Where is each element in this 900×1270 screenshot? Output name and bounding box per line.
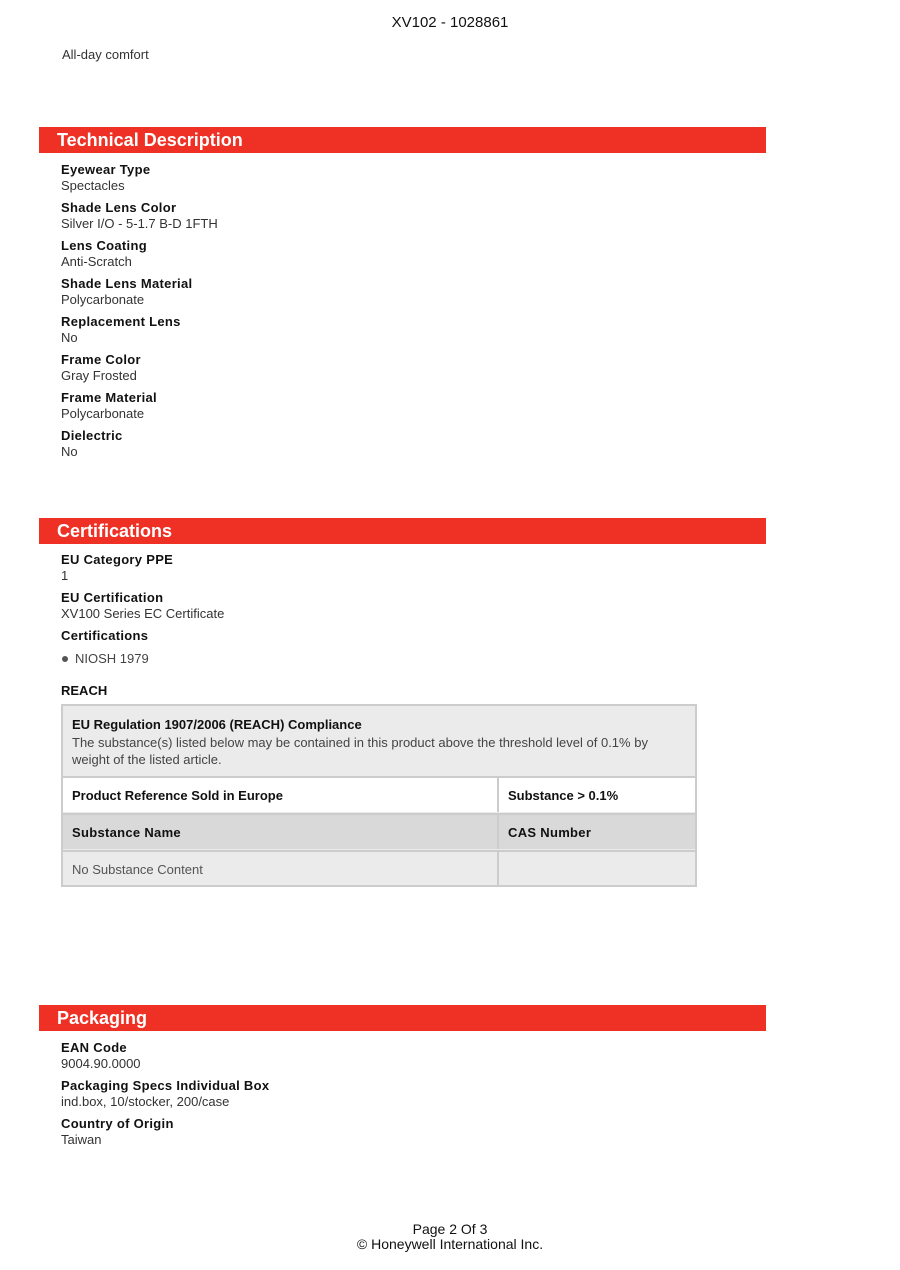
field-frame-material xyxy=(61,390,157,422)
reach-table-title: EU Regulation 1907/2006 (REACH) Compliance xyxy=(72,717,362,732)
field-label: Replacement Lens xyxy=(61,314,181,329)
section-heading-certifications: Certifications xyxy=(39,518,766,544)
field-label: Packaging Specs Individual Box xyxy=(61,1078,270,1093)
field-label: EU Certification xyxy=(61,590,164,605)
table-cell xyxy=(499,852,695,886)
section-heading-technical: Technical Description xyxy=(39,127,766,153)
field-value: ind.box, 10/stocker, 200/case xyxy=(61,1094,230,1109)
field-label: Shade Lens Material xyxy=(61,276,193,291)
field-value: 9004.90.0000 xyxy=(61,1056,141,1071)
field-replacement-lens xyxy=(61,314,181,346)
field-label: Frame Color xyxy=(61,352,141,367)
field-value: No xyxy=(61,444,78,459)
field-lens-coating xyxy=(61,238,147,270)
certification-item-text: NIOSH 1979 xyxy=(75,651,149,666)
field-value: 1 xyxy=(61,568,69,583)
page-title: XV102 - 1028861 xyxy=(391,14,509,31)
field-country-of-origin xyxy=(61,1116,174,1148)
bullet-icon xyxy=(62,656,68,662)
field-value: Polycarbonate xyxy=(61,292,145,307)
field-dielectric xyxy=(61,428,123,460)
field-label: Frame Material xyxy=(61,390,157,405)
field-value: Spectacles xyxy=(61,178,125,193)
field-certifications xyxy=(61,628,148,644)
table-row xyxy=(63,776,695,812)
field-value: Gray Frosted xyxy=(61,368,137,383)
field-eu-category-ppe xyxy=(61,552,173,584)
field-value[interactable]: XV100 Series EC Certificate xyxy=(61,606,225,621)
reach-title: REACH xyxy=(61,683,108,698)
table-cell: No Substance Content xyxy=(63,852,499,886)
field-label: Dielectric xyxy=(61,428,123,443)
field-label: Shade Lens Color xyxy=(61,200,177,215)
copyright: © Honeywell International Inc. xyxy=(356,1236,544,1252)
field-label: Eyewear Type xyxy=(61,162,151,177)
field-eu-certification xyxy=(61,590,224,622)
table-cell: Product Reference Sold in Europe xyxy=(63,778,499,812)
reach-compliance-table xyxy=(61,704,697,887)
field-shade-lens-material xyxy=(61,276,192,308)
field-label: Lens Coating xyxy=(61,238,147,253)
field-value: Taiwan xyxy=(61,1132,102,1147)
table-row xyxy=(63,850,695,885)
field-label: EU Category PPE xyxy=(61,552,174,567)
field-label: Certifications xyxy=(61,628,149,643)
table-cell: Substance Name xyxy=(63,815,499,849)
table-cell: Substance > 0.1% xyxy=(508,788,619,803)
field-value: Anti-Scratch xyxy=(61,254,132,269)
page-number: Page 2 Of 3 xyxy=(412,1221,488,1237)
field-label: EAN Code xyxy=(61,1040,127,1055)
field-value: Silver I/O - 5-1.7 B-D 1FTH xyxy=(61,216,218,231)
certification-list-item xyxy=(62,651,149,666)
field-shade-lens-color xyxy=(61,200,218,232)
section-heading-packaging: Packaging xyxy=(39,1005,766,1031)
field-ean-code xyxy=(61,1040,141,1072)
field-value: Polycarbonate xyxy=(61,406,145,421)
field-packaging-specs xyxy=(61,1078,269,1110)
field-frame-color xyxy=(61,352,141,384)
intro-text: All-day comfort xyxy=(62,47,149,62)
reach-table-description: The substance(s) listed below may be contained in this product above the threshold level of 0.1% by weight of the listed article. xyxy=(72,735,648,767)
field-label: Country of Origin xyxy=(61,1116,174,1131)
field-eyewear-type xyxy=(61,162,150,194)
table-row xyxy=(63,813,695,849)
table-cell: CAS Number xyxy=(508,825,592,840)
field-value: No xyxy=(61,330,78,345)
reach-table-header xyxy=(63,706,695,776)
